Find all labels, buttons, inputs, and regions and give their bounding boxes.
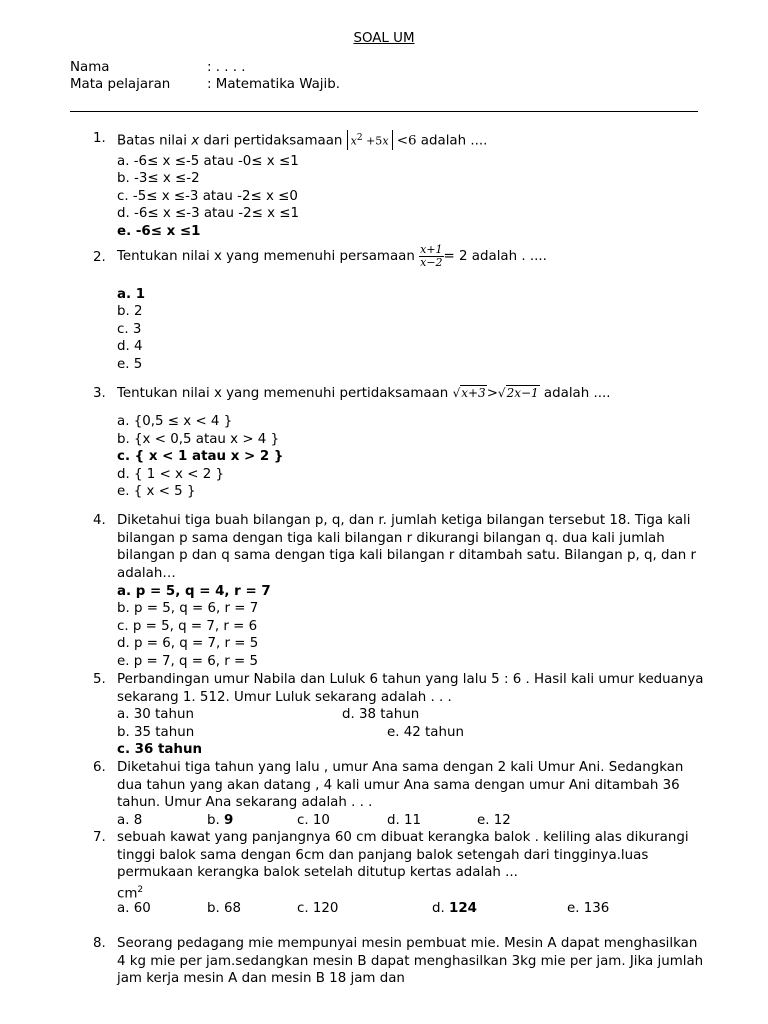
- subject-value: : Matematika Wajib.: [207, 77, 341, 92]
- name-label: Nama: [70, 60, 110, 75]
- option-answer: a. 1: [117, 287, 146, 302]
- square-root: √x+3: [452, 386, 486, 400]
- option: e. 5: [117, 357, 143, 372]
- question-text: Diketahui tiga buah bilangan p, q, dan r. jumlah ketiga bilangan tersebut 18. Tiga kali bilangan p sama dengan tiga kali bilangan r dikurangi bilangan q. dua kali jumlah bilangan p dan q sama dengan tiga kali bilangan r ditambah satu. Bilangan p, q, dan r adalah…: [117, 513, 696, 581]
- option: d. 11: [387, 813, 422, 828]
- option-answer: e. -6≤ x ≤1: [117, 224, 201, 239]
- option: c. 3: [117, 322, 142, 337]
- absolute-value-expression: $x^2 +5x$: [347, 130, 393, 150]
- option: d. -6≤ x ≤-3 atau -2≤ x ≤1: [117, 206, 300, 221]
- option: e. 42 tahun: [387, 725, 464, 740]
- option: a. {0,5 ≤ x < 4 }: [117, 414, 233, 429]
- option-answer: c. { x < 1 atau x > 2 }: [117, 449, 284, 464]
- option-answer: d. 124: [432, 901, 477, 916]
- option: b. -3≤ x ≤-2: [117, 171, 200, 186]
- option-answer: a. p = 5, q = 4, r = 7: [117, 584, 271, 599]
- question-number: 7.: [93, 830, 106, 845]
- option: b. {x < 0,5 atau x > 4 }: [117, 432, 280, 447]
- option: d. 4: [117, 339, 143, 354]
- divider: [70, 111, 698, 112]
- unit-label: $cm^2$: [117, 885, 144, 902]
- option-answer: b. 9: [207, 813, 234, 828]
- question-text: sebuah kawat yang panjangnya 60 cm dibuat kerangka balok . keliling alas dikurangi tinggi balok sama dengan 6cm dan panjang balok setengah dari tingginya.luas permukaan kerangka balok setelah ditutup kertas adalah ...: [117, 830, 689, 880]
- question-number: 2.: [93, 250, 106, 265]
- question-number: 3.: [93, 386, 106, 401]
- option: c. -5≤ x ≤-3 atau -2≤ x ≤0: [117, 189, 298, 204]
- option: b. p = 5, q = 6, r = 7: [117, 601, 259, 616]
- option: e. 136: [567, 901, 610, 916]
- option: b. 35 tahun: [117, 725, 195, 740]
- question-number: 1.: [93, 131, 106, 146]
- option: a. 8: [117, 813, 143, 828]
- page-title: SOAL UM: [353, 31, 415, 46]
- option: c. p = 5, q = 7, r = 6: [117, 619, 258, 634]
- option: b. 2: [117, 304, 143, 319]
- option: e. 12: [477, 813, 511, 828]
- option: b. 68: [207, 901, 242, 916]
- option: a. -6≤ x ≤-5 atau -0≤ x ≤1: [117, 154, 299, 169]
- option: d. 38 tahun: [342, 707, 420, 722]
- square-root: √2x−1: [497, 386, 539, 400]
- question-text: Perbandingan umur Nabila dan Luluk 6 tahun yang lalu 5 : 6 . Hasil kali umur keduanya sekarang 1. 512. Umur Luluk sekarang adalah . . .: [117, 672, 704, 705]
- question-text: Tentukan nilai x yang memenuhi pertidaksamaan √x+3>√2x−1 adalah ....: [117, 386, 611, 401]
- option: d. p = 6, q = 7, r = 5: [117, 636, 259, 651]
- question-number: 5.: [93, 672, 106, 687]
- option: a. 60: [117, 901, 151, 916]
- option: c. 10: [297, 813, 330, 828]
- question-text: Diketahui tiga tahun yang lalu , umur Ana sama dengan 2 kali Umur Ani. Sedangkan dua tahun yang akan datang , 4 kali umur Ana sama dengan umur Ani ditambah 36 tahun. Umur Ana sekarang adalah . . .: [117, 760, 684, 810]
- question-text: Batas nilai x dari pertidaksamaan $x^2 +5x <6$ adalah ....: [117, 130, 487, 150]
- option: d. { 1 < x < 2 }: [117, 467, 224, 482]
- subject-label: Mata pelajaran: [70, 77, 171, 92]
- name-value: : . . . .: [207, 60, 246, 75]
- question-text: Seorang pedagang mie mempunyai mesin pembuat mie. Mesin A dapat menghasilkan 4 kg mie per jam.sedangkan mesin B dapat menghasilkan 3kg mie per jam. Jika jumlah jam kerja mesin A dan mesin B 18 jam dan: [117, 936, 704, 986]
- option: a. 30 tahun: [117, 707, 194, 722]
- question-number: 8.: [93, 936, 106, 951]
- question-text: Tentukan nilai x yang memenuhi persamaan $\frac{x+1}{x-2}$ = 2 adalah . ....: [117, 242, 547, 269]
- question-number: 4.: [93, 513, 106, 528]
- option-answer: c. 36 tahun: [117, 742, 203, 757]
- fraction: $\frac{x+1}{x-2}$: [420, 242, 443, 269]
- option: e. { x < 5 }: [117, 484, 196, 499]
- option: c. 120: [297, 901, 339, 916]
- question-number: 6.: [93, 760, 106, 775]
- option: e. p = 7, q = 6, r = 5: [117, 654, 259, 669]
